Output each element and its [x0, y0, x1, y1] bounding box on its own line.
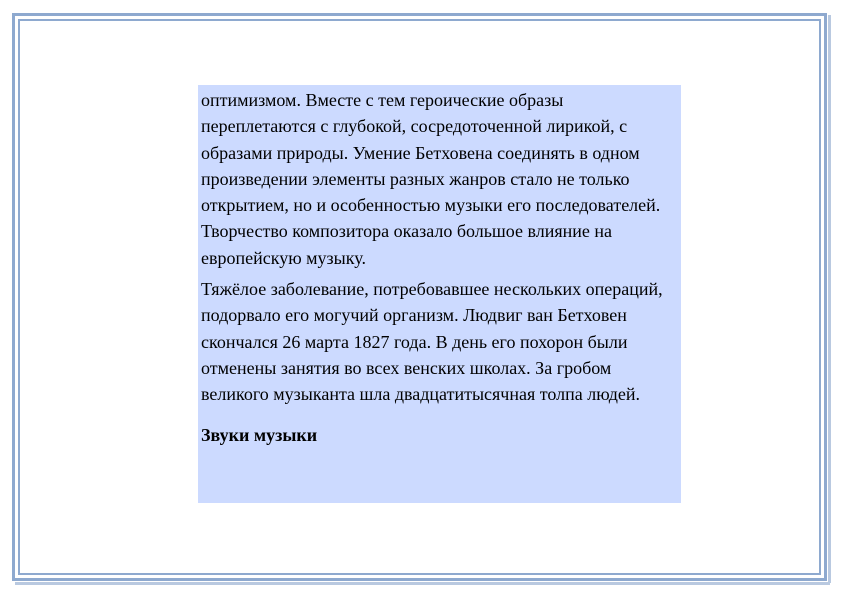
paragraph-2: Тяжёлое заболевание, потребовавшее нескольких операций, подорвало его могучий организм. Людвиг ван Бетховен скончался 26 марта 1827 года. В день его похорон были отменены занятия во всех венских школах. За гробом великого музыканта шла двадцатитысячная толпа людей. — [201, 279, 663, 405]
frame-shadow-right — [828, 15, 831, 583]
paragraph-1: оптимизмом. Вместе с тем героические образы переплетаются с глубокой, сосредоточенной лирикой, с образами природы. Умение Бетховена соединять в одном произведении элементы разных жанров стало не только открытием, но и особенностью музыки его последователей. Творчество композитора оказало большое влияние на европейскую музыку. — [201, 90, 661, 268]
frame-shadow-bottom — [15, 582, 830, 585]
text-box — [198, 85, 681, 503]
section-heading: Звуки музыки — [201, 424, 318, 445]
